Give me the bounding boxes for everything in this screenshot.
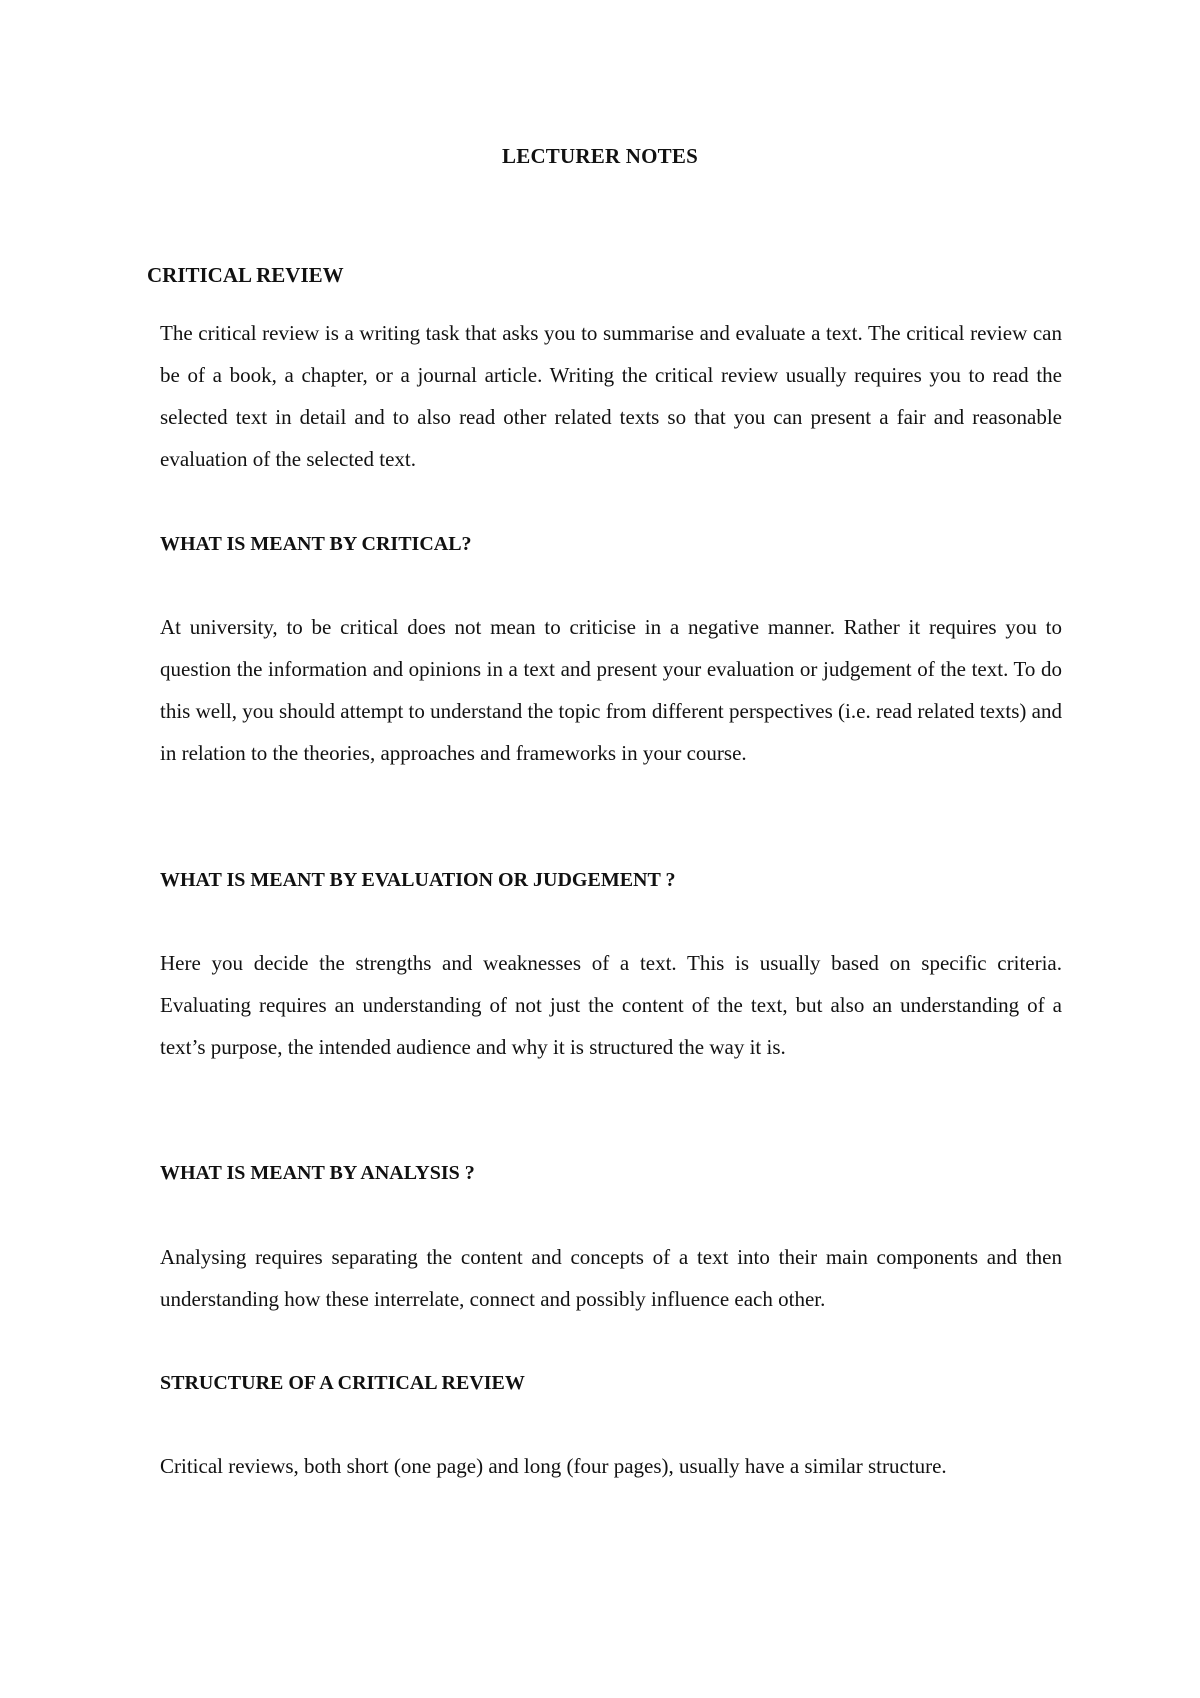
- document-title: LECTURER NOTES: [502, 144, 698, 168]
- heading-structure: STRUCTURE OF A CRITICAL REVIEW: [160, 1372, 525, 1394]
- section-title: CRITICAL REVIEW: [147, 263, 344, 287]
- intro-paragraph: The critical review is a writing task that asks you to summarise and evaluate a text. The critical review can be of a book, a chapter, or a journal article. Writing the critical review usually requires you to read the selected text in detail and to also read other related texts so that you can present a fair and reasonable evaluation of the selected text.: [160, 321, 1062, 471]
- paragraph-evaluation: Here you decide the strengths and weaknesses of a text. This is usually based on specific criteria. Evaluating requires an understanding of not just the content of the text, but also an understanding of a text’s purpose, the intended audience and why it is structured the way it is.: [160, 951, 1062, 1059]
- paragraph-structure: Critical reviews, both short (one page) and long (four pages), usually have a similar structure.: [160, 1454, 947, 1478]
- heading-critical: WHAT IS MEANT BY CRITICAL?: [160, 533, 472, 555]
- paragraph-critical: At university, to be critical does not mean to criticise in a negative manner. Rather it requires you to question the information and opinions in a text and present your evaluation or judgement of the text. To do this well, you should attempt to understand the topic from different perspectives (i.e. read related texts) and in relation to the theories, approaches and frameworks in your course.: [160, 615, 1062, 765]
- heading-evaluation: WHAT IS MEANT BY EVALUATION OR JUDGEMENT ?: [160, 869, 676, 891]
- paragraph-analysis: Analysing requires separating the content and concepts of a text into their main components and then understanding how these interrelate, connect and possibly influence each other.: [160, 1245, 1062, 1311]
- heading-analysis: WHAT IS MEANT BY ANALYSIS ?: [160, 1162, 475, 1184]
